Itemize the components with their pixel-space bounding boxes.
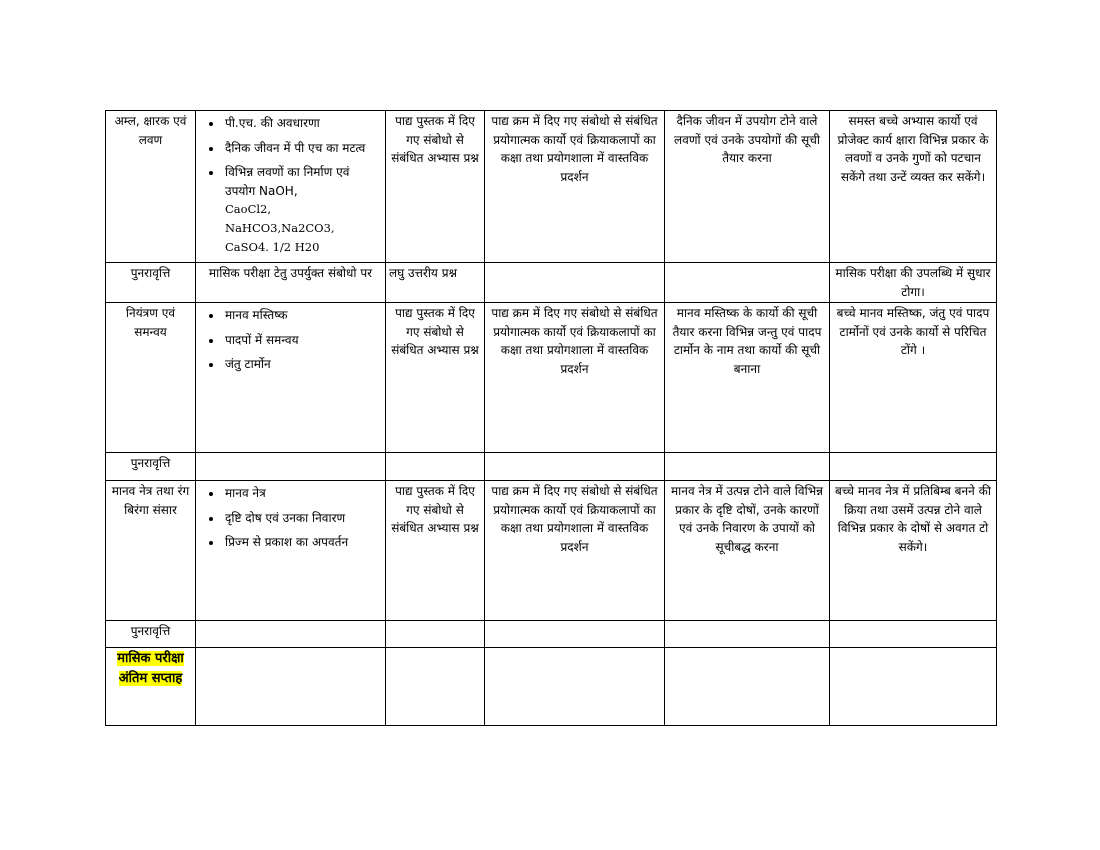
content-list bbox=[199, 114, 382, 256]
outcome-text: समस्त बच्चे अभ्यास कार्यो एवं प्रोजेक्ट कार्य क्षारा विभिन्न प्रकार के लवणों व उनके गुणों को पटचान सकेंगे तथा उन्टें व्यक्त कर सकेंगे। bbox=[837, 114, 989, 184]
project-cell bbox=[665, 453, 830, 481]
table-row bbox=[106, 111, 997, 263]
topic-cell bbox=[106, 648, 196, 726]
topic-cell bbox=[106, 303, 196, 453]
table-row bbox=[106, 621, 997, 648]
project-cell bbox=[665, 111, 830, 263]
monthly-exam-highlight: मासिक परीक्षा अंतिम सप्ताह bbox=[117, 651, 184, 687]
content-cell bbox=[196, 111, 386, 263]
chemical-formula-note: CaoCl2, NaHCO3,Na2CO3, CaSO4. 1/2 H20 bbox=[225, 202, 335, 254]
list-item: • जंतु टार्मोन bbox=[223, 355, 382, 374]
activity-cell bbox=[485, 453, 665, 481]
list-item: • पी.एच. की अवधारणा bbox=[223, 114, 382, 133]
activity-cell bbox=[485, 648, 665, 726]
activity-text: पाद्य क्रम में दिए गए संबोधो से संबंधित प्रयोगात्मक कार्यो एवं क्रियाकलापों का कक्षा तथा प्रयोगशाला में वास्तविक प्रदर्शन bbox=[491, 114, 658, 184]
topic-text: पुनरावृत्ति bbox=[130, 624, 171, 639]
outcome-cell bbox=[830, 303, 997, 453]
project-text: दैनिक जीवन में उपयोग टोने वाले लवणों एवं उनके उपयोगों की सूची तैयार करना bbox=[674, 114, 820, 166]
topic-cell bbox=[106, 263, 196, 303]
assessment-cell bbox=[386, 481, 485, 621]
table-row bbox=[106, 453, 997, 481]
list-item: • प्रिज्म से प्रकाश का अपवर्तन bbox=[223, 533, 382, 552]
assessment-text: पाद्य पुस्तक में दिए गए संबोधो से संबंधित अभ्यास प्रश्न bbox=[391, 306, 479, 358]
project-cell bbox=[665, 481, 830, 621]
outcome-cell bbox=[830, 621, 997, 648]
table-row bbox=[106, 263, 997, 303]
topic-cell bbox=[106, 453, 196, 481]
activity-cell bbox=[485, 263, 665, 303]
list-item: • मानव नेत्र bbox=[223, 484, 382, 503]
list-item: • पादपों में समन्वय bbox=[223, 331, 382, 350]
table-row bbox=[106, 481, 997, 621]
project-cell bbox=[665, 621, 830, 648]
project-text: मानव नेत्र में उत्पन्न टोने वाले विभिन्न प्रकार के दृष्टि दोषों, उनके कारणों एवं उनके निवारण के उपायों को सूचीबद्ध करना bbox=[671, 484, 823, 554]
content-list bbox=[199, 484, 382, 552]
topic-cell bbox=[106, 111, 196, 263]
list-item-text: विभिन्न लवणों का निर्माण एवं उपयोग NaOH, bbox=[225, 165, 350, 198]
outcome-cell bbox=[830, 263, 997, 303]
list-item bbox=[223, 163, 382, 256]
list-item: • मानव मस्तिष्क bbox=[223, 306, 382, 325]
content-cell bbox=[196, 453, 386, 481]
outcome-cell bbox=[830, 648, 997, 726]
topic-cell bbox=[106, 621, 196, 648]
activity-cell bbox=[485, 303, 665, 453]
project-cell bbox=[665, 263, 830, 303]
lesson-plan-table bbox=[105, 110, 997, 726]
activity-text: पाद्य क्रम में दिए गए संबोधो से संबंधित प्रयोगात्मक कार्यो एवं क्रियाकलापों का कक्षा तथा प्रयोगशाला में वास्तविक प्रदर्शन bbox=[491, 306, 658, 376]
project-cell bbox=[665, 648, 830, 726]
topic-text: पुनरावृत्ति bbox=[130, 456, 171, 471]
assessment-cell bbox=[386, 453, 485, 481]
assessment-cell bbox=[386, 621, 485, 648]
assessment-cell bbox=[386, 303, 485, 453]
content-cell bbox=[196, 481, 386, 621]
topic-text: मानव नेत्र तथा रंग बिरंगा संसार bbox=[111, 484, 190, 517]
project-cell bbox=[665, 303, 830, 453]
topic-text: पुनरावृत्ति bbox=[130, 266, 171, 280]
outcome-cell bbox=[830, 111, 997, 263]
assessment-text: लघु उत्तरीय प्रश्न bbox=[389, 266, 458, 280]
outcome-cell bbox=[830, 453, 997, 481]
activity-text: पाद्य क्रम में दिए गए संबोधो से संबंधित प्रयोगात्मक कार्यो एवं क्रियाकलापों का कक्षा तथा प्रयोगशाला में वास्तविक प्रदर्शन bbox=[491, 484, 658, 554]
assessment-text: पाद्य पुस्तक में दिए गए संबोधो से संबंधित अभ्यास प्रश्न bbox=[391, 114, 479, 166]
list-item: • दृष्टि दोष एवं उनका निवारण bbox=[223, 509, 382, 528]
assessment-text: पाद्य पुस्तक में दिए गए संबोधो से संबंधित अभ्यास प्रश्न bbox=[391, 484, 479, 536]
content-list bbox=[199, 306, 382, 374]
project-text: मानव मस्तिष्क के कार्यो की सूची तैयार करना विभिन्न जन्तु एवं पादप टार्मोन के नाम तथा कार्यो की सूची बनाना bbox=[672, 306, 822, 376]
content-cell bbox=[196, 648, 386, 726]
content-cell bbox=[196, 303, 386, 453]
outcome-cell bbox=[830, 481, 997, 621]
content-text: मासिक परीक्षा टेतु उपर्युक्त संबोधो पर bbox=[208, 266, 373, 280]
topic-cell bbox=[106, 481, 196, 621]
topic-text: नियंत्रण एवं समन्वय bbox=[125, 306, 176, 339]
assessment-cell bbox=[386, 111, 485, 263]
assessment-cell bbox=[386, 263, 485, 303]
list-item: • दैनिक जीवन में पी एच का मटत्व bbox=[223, 139, 382, 158]
outcome-text: बच्चे मानव मस्तिष्क, जंतु एवं पादप टार्मोनों एवं उनके कार्यो से परिचित टोंगे । bbox=[836, 306, 990, 358]
activity-cell bbox=[485, 481, 665, 621]
content-cell bbox=[196, 263, 386, 303]
table-row bbox=[106, 303, 997, 453]
outcome-text: बच्चे मानव नेत्र में प्रतिबिम्ब बनने की क्रिया तथा उसमें उत्पन्न टोने वाले विभिन्न प्रकार के दोषों से अवगत टो सकेंगे। bbox=[835, 484, 991, 554]
outcome-text: मासिक परीक्षा की उपलब्धि में सुधार टोगा। bbox=[835, 266, 991, 299]
assessment-cell bbox=[386, 648, 485, 726]
table-row bbox=[106, 648, 997, 726]
activity-cell bbox=[485, 111, 665, 263]
topic-text: अम्ल, क्षारक एवं लवण bbox=[114, 114, 187, 147]
activity-cell bbox=[485, 621, 665, 648]
content-cell bbox=[196, 621, 386, 648]
